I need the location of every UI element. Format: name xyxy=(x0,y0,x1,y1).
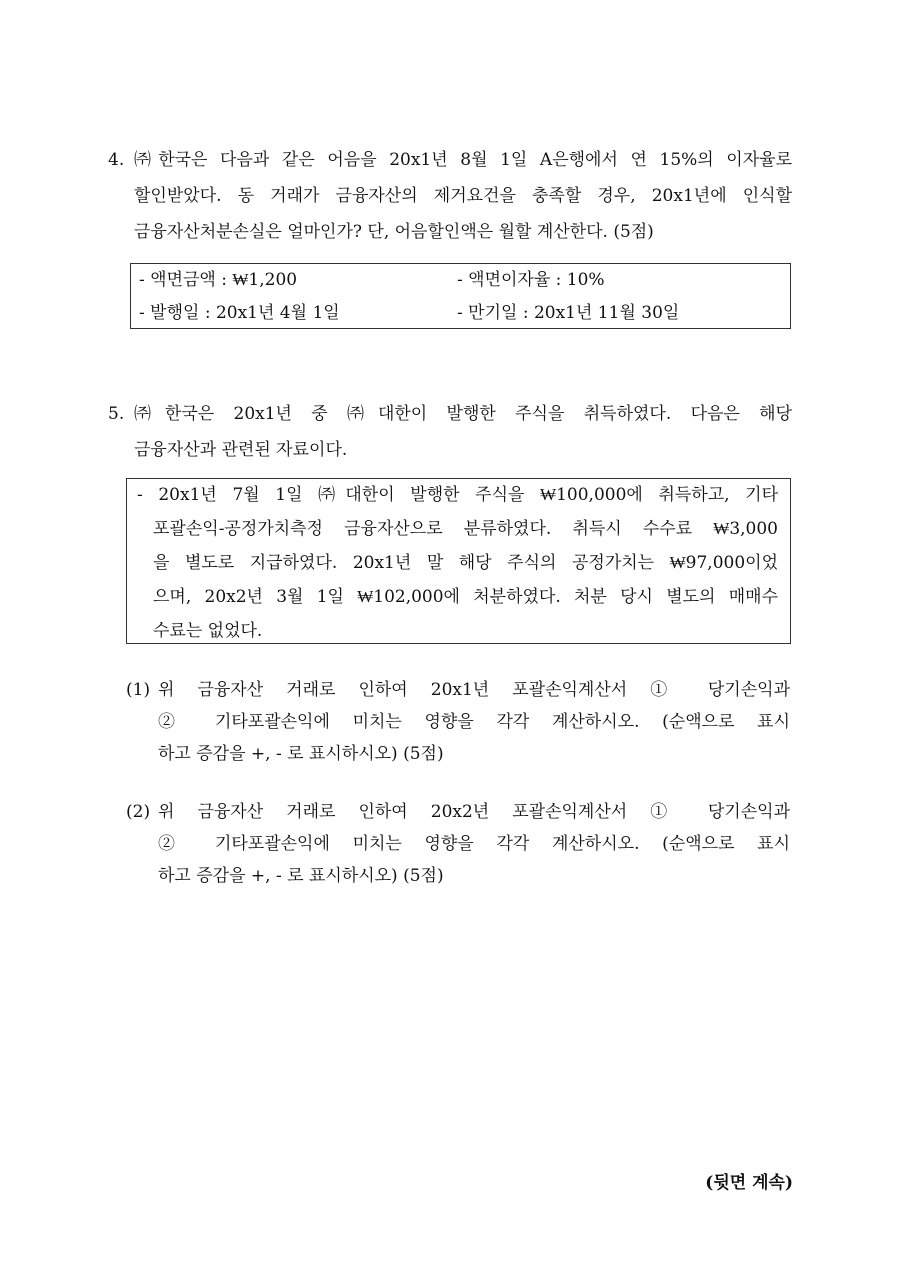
sub-question-text-line: ② 기타포괄손익에 미치는 영향을 각각 계산하시오. (순액으로 표시 xyxy=(158,712,790,732)
sub-question-number: (2) xyxy=(126,802,151,822)
maturity-date: - 만기일 : 20x1년 11월 30일 xyxy=(457,303,680,323)
question-text-line: ㈜한국은 20x1년 중 ㈜대한이 발행한 주식을 취득하였다. 다음은 해당 xyxy=(134,404,792,424)
sub-question-text-line: 하고 증감을 +, - 로 표시하시오) (5점) xyxy=(158,866,444,886)
face-amount: - 액면금액 : ₩1,200 xyxy=(139,270,298,290)
question-5 xyxy=(108,396,792,468)
question-number: 5. xyxy=(108,404,125,424)
box-text-line: 으며, 20x2년 3월 1일 ₩102,000에 처분하였다. 처분 당시 별도의 매매수 xyxy=(153,587,778,607)
sub-question-number: (1) xyxy=(126,680,151,700)
question-4 xyxy=(108,142,792,250)
question-text-line: 금융자산처분손실은 얼마인가? 단, 어음할인액은 월할 계산한다. (5점) xyxy=(134,222,654,242)
question-number: 4. xyxy=(108,150,125,170)
face-interest-rate: - 액면이자율 : 10% xyxy=(457,270,605,290)
continue-on-back-label: (뒷면 계속) xyxy=(705,1173,793,1193)
question-text-line: 할인받았다. 동 거래가 금융자산의 제거요건을 충족할 경우, 20x1년에 인식할 xyxy=(134,186,792,206)
sub-question-text-line: ② 기타포괄손익에 미치는 영향을 각각 계산하시오. (순액으로 표시 xyxy=(158,834,790,854)
box-text-line: 을 별도로 지급하였다. 20x1년 말 해당 주식의 공정가치는 ₩97,000이었 xyxy=(153,553,778,573)
issue-date: - 발행일 : 20x1년 4월 1일 xyxy=(139,303,340,323)
note-info-box xyxy=(130,263,791,329)
box-text-line: 수료는 없었다. xyxy=(153,621,263,641)
box-text-line: 포괄손익-공정가치측정 금융자산으로 분류하였다. 취득시 수수료 ₩3,000 xyxy=(153,519,778,539)
sub-question-2 xyxy=(126,796,790,892)
sub-question-text-line: 위 금융자산 거래로 인하여 20x2년 포괄손익계산서 ① 당기손익과 xyxy=(158,802,790,822)
question-text-line: ㈜한국은 다음과 같은 어음을 20x1년 8월 1일 A은행에서 연 15%의 이자율로 xyxy=(134,150,792,170)
stock-info-box xyxy=(126,478,791,644)
box-text-line: - 20x1년 7월 1일 ㈜대한이 발행한 주식을 ₩100,000에 취득하고, 기타 xyxy=(137,485,778,505)
question-text-line: 금융자산과 관련된 자료이다. xyxy=(134,440,348,460)
sub-question-text-line: 위 금융자산 거래로 인하여 20x1년 포괄손익계산서 ① 당기손익과 xyxy=(158,680,790,700)
sub-question-text-line: 하고 증감을 +, - 로 표시하시오) (5점) xyxy=(158,744,444,764)
sub-question-1 xyxy=(126,674,790,770)
